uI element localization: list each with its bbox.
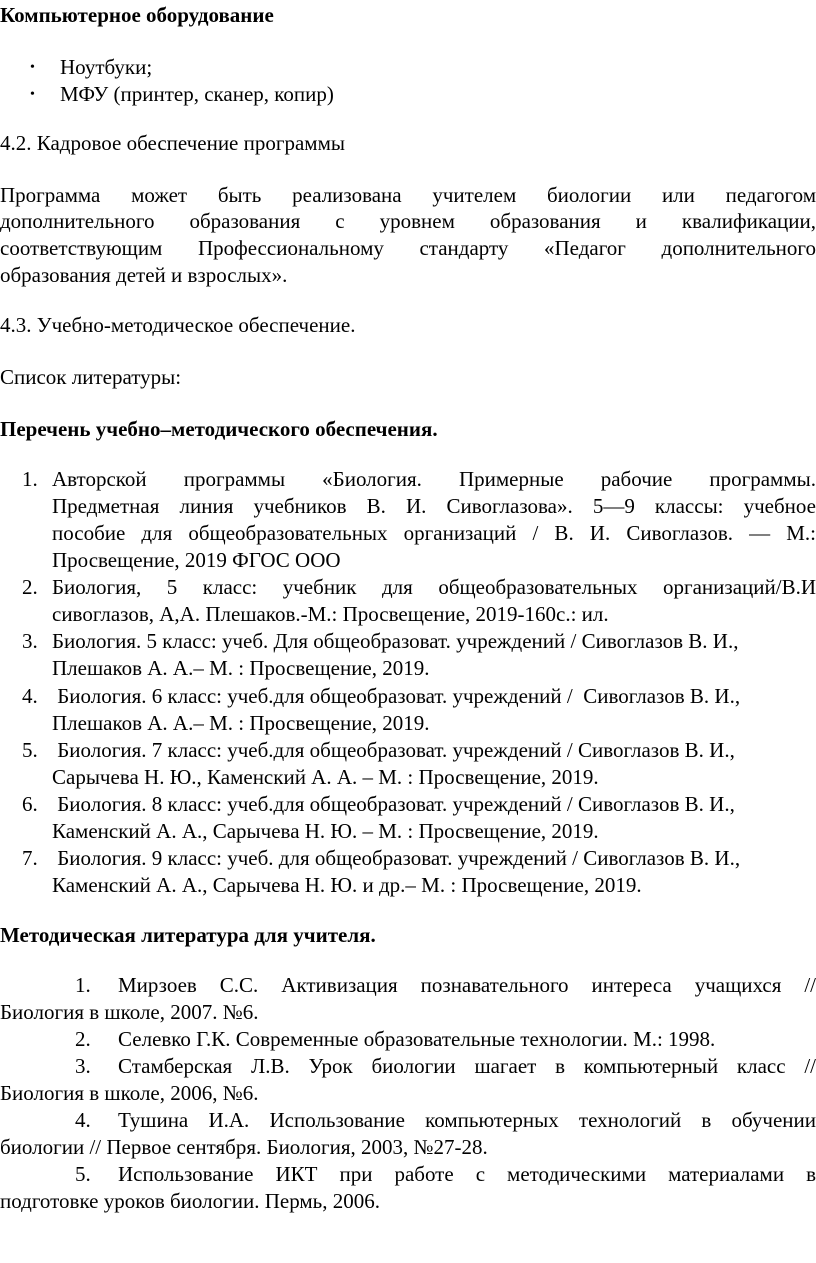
equipment-item-label: МФУ (принтер, сканер, копир)	[60, 82, 334, 106]
teacher-item-continuation: Биология в школе, 2007. №6.	[0, 1000, 259, 1024]
teacher-item-line: Стамберская Л.В. Урок биологии шагает в компьютерный класс //	[118, 1054, 816, 1078]
teacher-item-line: Мирзоев С.С. Активизация познавательного интереса учащихся //	[118, 973, 816, 997]
list-item-line: Плешаков А. А.– М. : Просвещение, 2019.	[52, 656, 430, 680]
teacher-item-continuation: биологии // Первое сентября. Биология, 2003, №27-28.	[0, 1135, 488, 1159]
staffing-paragraph-line: образования детей и взрослых».	[0, 263, 288, 287]
teacher-item-number: 5.	[75, 1162, 91, 1186]
list-item-line: Биология. 7 класс: учеб.для общеобразоват. учреждений / Сивоглазов В. И.,	[52, 738, 735, 762]
list-item-number: 7.	[22, 846, 38, 870]
list-item-number: 4.	[22, 684, 38, 708]
teacher-item-number: 1.	[75, 973, 91, 997]
teacher-item-continuation: подготовке уроков биологии. Пермь, 2006.	[0, 1189, 380, 1213]
methodical-heading: 4.3. Учебно-методическое обеспечение.	[0, 313, 356, 337]
list-heading: Перечень учебно–методического обеспечения.	[0, 417, 438, 441]
staffing-paragraph-line: Программа может быть реализована учителем биологии или педагогом	[0, 183, 816, 207]
list-item-line: сивоглазов, А,А. Плешаков.-М.: Просвещение, 2019-160с.: ил.	[52, 602, 609, 626]
teacher-item-number: 2.	[75, 1027, 91, 1051]
staffing-paragraph-line: дополнительного образования с уровнем образования и квалификации,	[0, 209, 816, 233]
list-item-line: Биология. 8 класс: учеб.для общеобразоват. учреждений / Сивоглазов В. И.,	[52, 792, 735, 816]
equipment-item-label: Ноутбуки;	[60, 55, 153, 79]
teacher-item-line: Использование ИКТ при работе с методическими материалами в	[118, 1162, 816, 1186]
list-item-line: Сарычева Н. Ю., Каменский А. А. – М. : Просвещение, 2019.	[52, 765, 599, 789]
list-item-line: Каменский А. А., Сарычева Н. Ю. – М. : Просвещение, 2019.	[52, 819, 599, 843]
teacher-item-number: 4.	[75, 1108, 91, 1132]
list-item-line: Биология. 6 класс: учеб.для общеобразоват. учреждений / Сивоглазов В. И.,	[52, 684, 741, 708]
list-item-number: 6.	[22, 792, 38, 816]
teacher-item-continuation: Биология в школе, 2006, №6.	[0, 1081, 259, 1105]
staffing-paragraph-line: соответствующим Профессиональному стандарту «Педагог дополнительного	[0, 236, 816, 260]
list-item-line: пособие для общеобразовательных организаций / В. И. Сивоглазов. — М.:	[52, 521, 816, 545]
teacher-item-line: Тушина И.А. Использование компьютерных технологий в обучении	[118, 1108, 816, 1132]
list-item-line: Авторской программы «Биология. Примерные рабочие программы.	[52, 467, 816, 491]
list-item-number: 1.	[22, 467, 38, 491]
literature-label: Список литературы:	[0, 365, 182, 389]
equipment-heading: Компьютерное оборудование	[0, 3, 274, 27]
teacher-item-number: 3.	[75, 1054, 91, 1078]
staffing-heading: 4.2. Кадровое обеспечение программы	[0, 131, 345, 155]
teacher-heading: Методическая литература для учителя.	[0, 923, 376, 947]
list-item-number: 5.	[22, 738, 38, 762]
bullet-icon: •	[30, 60, 35, 75]
list-item-line: Просвещение, 2019 ФГОС ООО	[52, 548, 341, 572]
list-item-line: Предметная линия учебников В. И. Сивоглазова». 5—9 классы: учебное	[52, 494, 816, 518]
list-item-line: Биология. 5 класс: учеб. Для общеобразоват. учреждений / Сивоглазов В. И.,	[52, 629, 739, 653]
list-item-line: Биология. 9 класс: учеб. для общеобразоват. учреждений / Сивоглазов В. И.,	[52, 846, 741, 870]
list-item-line: Биология, 5 класс: учебник для общеобразовательных организаций/В.И	[52, 575, 816, 599]
list-item-line: Плешаков А. А.– М. : Просвещение, 2019.	[52, 711, 430, 735]
list-item-number: 2.	[22, 575, 38, 599]
bullet-icon: •	[30, 87, 35, 102]
list-item-number: 3.	[22, 629, 38, 653]
list-item-line: Каменский А. А., Сарычева Н. Ю. и др.– М. : Просвещение, 2019.	[52, 873, 642, 897]
teacher-item-line: Селевко Г.К. Современные образовательные технологии. М.: 1998.	[118, 1027, 716, 1051]
